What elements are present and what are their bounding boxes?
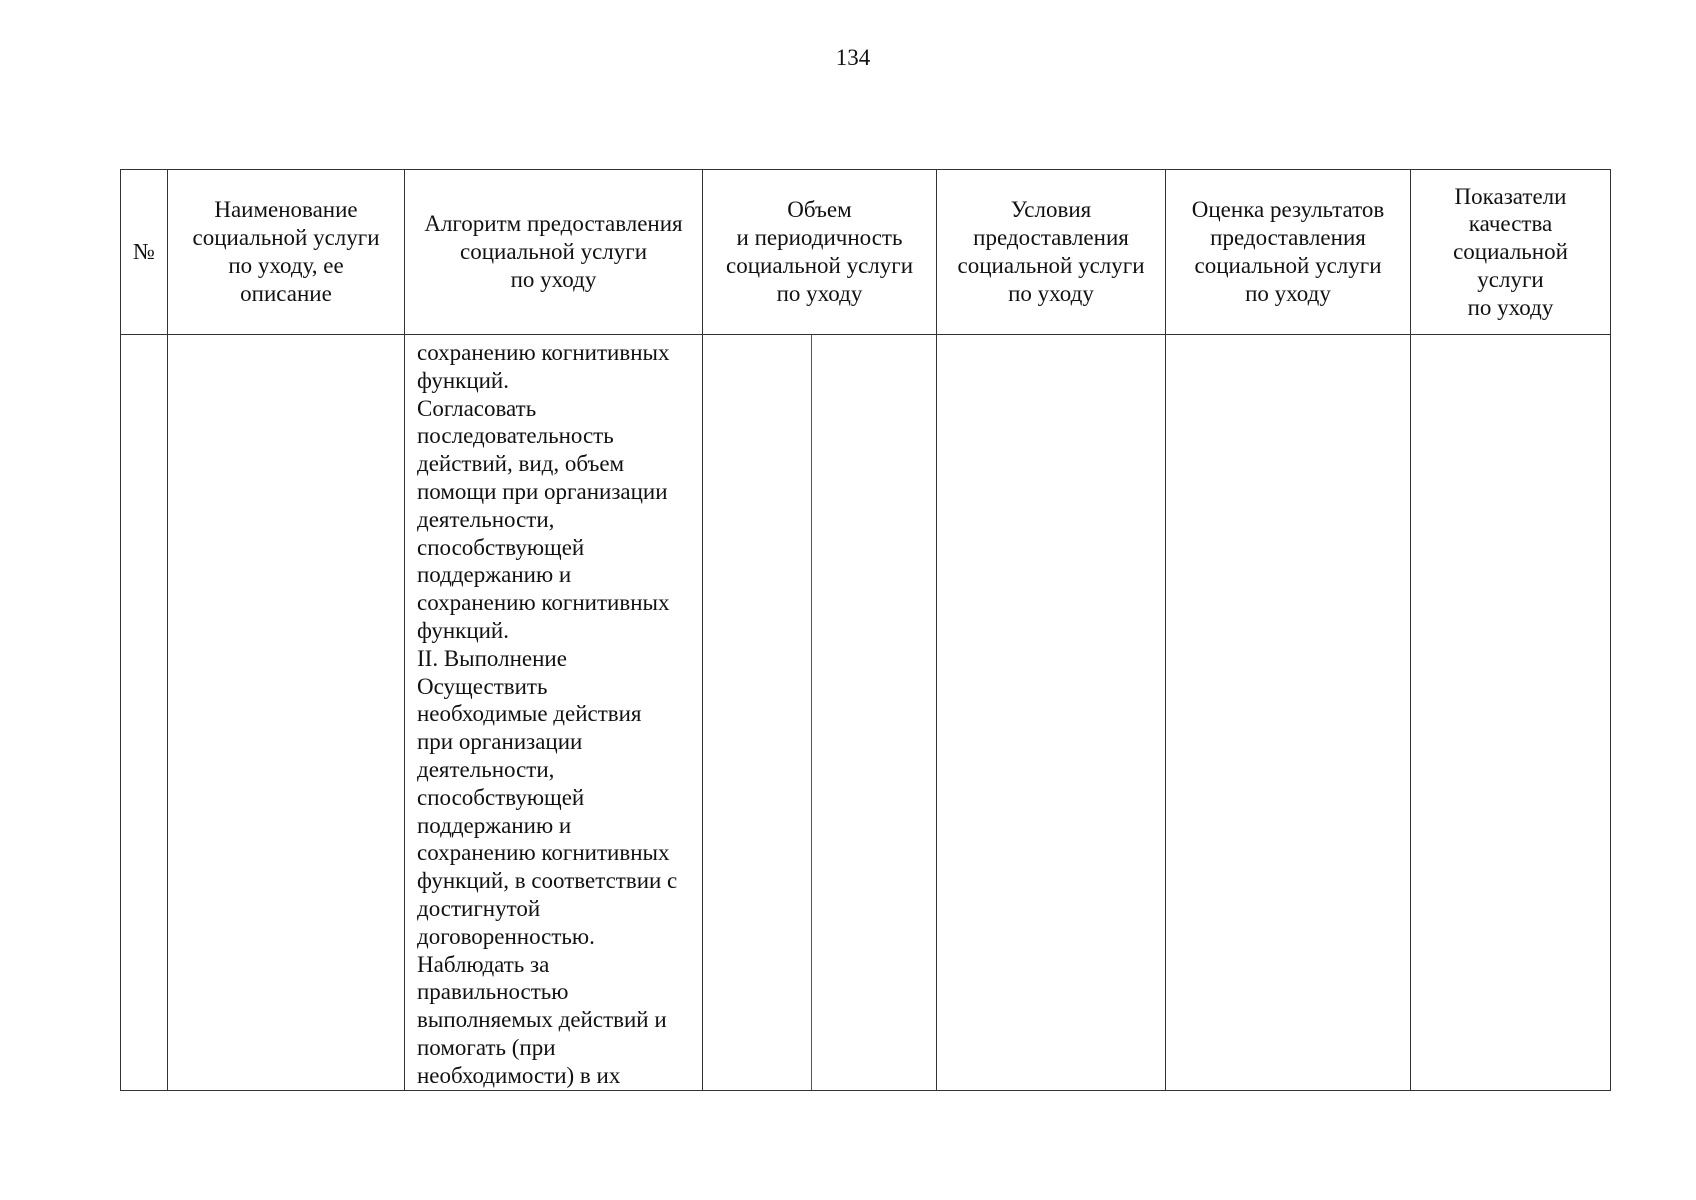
cell-service-name xyxy=(168,335,405,1091)
header-quality: Показатели качества социальной услуги по уходу xyxy=(1411,170,1611,335)
services-table xyxy=(120,169,1611,1091)
header-volume: Объем и периодичность социальной услуги по уходу xyxy=(703,170,937,335)
algorithm-line: поддержанию и xyxy=(417,562,572,588)
header-service-name: Наименование социальной услуги по уходу, ее описание xyxy=(168,170,405,335)
algorithm-line: действий, вид, объем xyxy=(417,451,625,477)
algorithm-line: необходимости) в их xyxy=(417,1062,621,1088)
algorithm-line: договоренностью. xyxy=(417,923,595,949)
algorithm-line: функций. xyxy=(417,367,509,393)
algorithm-line: сохранению когнитивных xyxy=(417,590,670,616)
cell-conditions xyxy=(937,335,1166,1091)
header-evaluation: Оценка результатов предоставления социальной услуги по уходу xyxy=(1166,170,1411,335)
algorithm-line: сохранению когнитивных xyxy=(417,840,670,866)
algorithm-line: сохранению когнитивных xyxy=(417,340,670,365)
table-row xyxy=(121,335,1611,1091)
algorithm-line: выполняемых действий и xyxy=(417,1007,667,1033)
algorithm-line: способствующей xyxy=(417,534,585,560)
algorithm-line: Наблюдать за xyxy=(417,951,550,977)
algorithm-line: функций. xyxy=(417,617,509,643)
algorithm-line: необходимые действия xyxy=(417,701,642,727)
cell-algorithm xyxy=(405,335,703,1091)
algorithm-line: достигнутой xyxy=(417,895,541,921)
cell-volume-right xyxy=(812,335,937,1091)
algorithm-line: способствующей xyxy=(417,784,585,810)
table-header-row xyxy=(121,170,1611,335)
algorithm-line: поддержанию и xyxy=(417,812,572,838)
algorithm-line: при организации xyxy=(417,729,583,755)
algorithm-line: функций, в соответствии с xyxy=(417,868,678,894)
page-number: 134 xyxy=(835,45,871,70)
algorithm-line: деятельности, xyxy=(417,506,555,532)
algorithm-line: деятельности, xyxy=(417,756,555,782)
header-conditions: Условия предоставления социальной услуги по уходу xyxy=(937,170,1166,335)
algorithm-line: Осуществить xyxy=(417,673,548,699)
header-algorithm: Алгоритм предоставления социальной услуги по уходу xyxy=(405,170,703,335)
algorithm-line: II. Выполнение xyxy=(417,645,567,671)
cell-evaluation xyxy=(1166,335,1411,1091)
header-number: № xyxy=(121,170,168,335)
algorithm-line: Согласовать xyxy=(417,395,537,421)
cell-quality xyxy=(1411,335,1611,1091)
algorithm-line: помощи при организации xyxy=(417,478,668,504)
algorithm-line: помогать (при xyxy=(417,1034,556,1060)
cell-number xyxy=(121,335,168,1091)
cell-volume-left xyxy=(703,335,812,1091)
algorithm-line: последовательность xyxy=(417,423,614,449)
algorithm-line: правильностью xyxy=(417,979,569,1005)
